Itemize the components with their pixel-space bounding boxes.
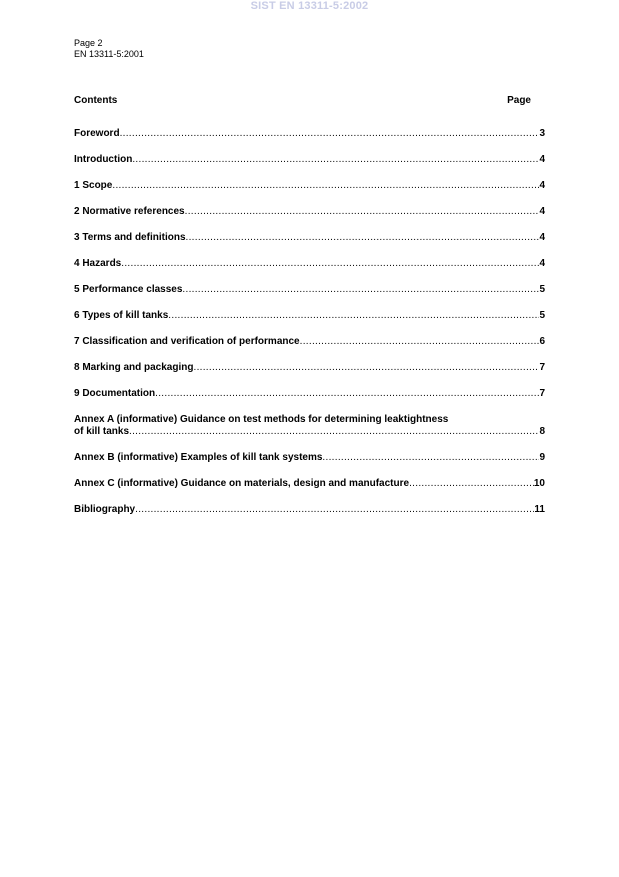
toc-leader-dots [121,258,539,270]
page-header [74,38,144,60]
toc-entry-page: 5 [539,310,545,321]
toc-leader-dots [155,388,539,400]
toc-entry-label-line2: of kill tanks [74,426,130,437]
toc-entry-label: 4 Hazards [74,258,122,269]
toc-entry-annex-a[interactable] [74,414,545,438]
toc-leader-dots [322,452,539,464]
toc-entry-label: 9 Documentation [74,388,156,399]
toc-entry-hazards[interactable] [74,258,545,270]
page-column-heading: Page [507,95,531,106]
toc-leader-dots [112,180,539,192]
toc-entry-page: 8 [539,426,545,437]
table-of-contents [74,128,545,530]
toc-entry-normative-references[interactable] [74,206,545,218]
toc-entry-classification[interactable] [74,336,545,348]
toc-entry-scope[interactable] [74,180,545,192]
toc-entry-page: 4 [539,206,545,217]
toc-entry-label-line1: Annex A (informative) Guidance on test methods for determining leaktightness [74,414,449,425]
toc-entry-page: 4 [539,154,545,165]
toc-entry-page: 4 [539,232,545,243]
toc-entry-label: Annex C (informative) Guidance on materials, design and manufacture [74,478,410,489]
toc-entry-page: 6 [539,336,545,347]
toc-entry-label: 1 Scope [74,180,113,191]
toc-leader-dots [120,128,540,140]
toc-entry-page: 4 [539,180,545,191]
toc-entry-page: 3 [539,128,545,139]
toc-entry-annex-b[interactable] [74,452,545,464]
toc-leader-dots [409,478,534,490]
toc-entry-marking-and-packaging[interactable] [74,362,545,374]
toc-leader-dots [129,426,539,438]
page-number-label: Page 2 [74,38,103,48]
toc-entry-annex-c[interactable] [74,478,545,490]
toc-entry-page: 9 [539,452,545,463]
toc-leader-dots [186,232,540,244]
toc-leader-dots [182,284,539,296]
toc-entry-foreword[interactable] [74,128,545,140]
toc-entry-page: 5 [539,284,545,295]
toc-leader-dots [132,154,539,166]
toc-entry-page: 10 [533,478,545,489]
toc-entry-label: Introduction [74,154,133,165]
toc-entry-label: 6 Types of kill tanks [74,310,169,321]
contents-heading [74,95,531,107]
document-watermark: SIST EN 13311-5:2002 [250,0,369,12]
toc-entry-label: Annex B (informative) Examples of kill tank systems [74,452,323,463]
toc-entry-terms-and-definitions[interactable] [74,232,545,244]
toc-leader-dots [193,362,539,374]
toc-entry-label: 3 Terms and definitions [74,232,186,243]
toc-entry-label: 8 Marking and packaging [74,362,194,373]
toc-entry-bibliography[interactable] [74,504,545,516]
toc-entry-introduction[interactable] [74,154,545,166]
toc-entry-types-of-kill-tanks[interactable] [74,310,545,322]
toc-entry-page: 7 [539,362,545,373]
toc-entry-page: 11 [534,504,545,515]
contents-title: Contents [74,95,118,106]
document-reference: EN 13311-5:2001 [74,49,144,59]
toc-entry-label: Foreword [74,128,120,139]
toc-leader-dots [185,206,540,218]
toc-entry-page: 7 [539,388,545,399]
toc-leader-dots [300,336,540,348]
toc-entry-label: 2 Normative references [74,206,185,217]
toc-entry-page: 4 [539,258,545,269]
toc-entry-label: 7 Classification and verification of performance [74,336,300,347]
toc-leader-dots [135,504,534,516]
toc-entry-label: 5 Performance classes [74,284,183,295]
toc-entry-performance-classes[interactable] [74,284,545,296]
toc-entry-label: Bibliography [74,504,136,515]
toc-entry-documentation[interactable] [74,388,545,400]
toc-leader-dots [168,310,539,322]
